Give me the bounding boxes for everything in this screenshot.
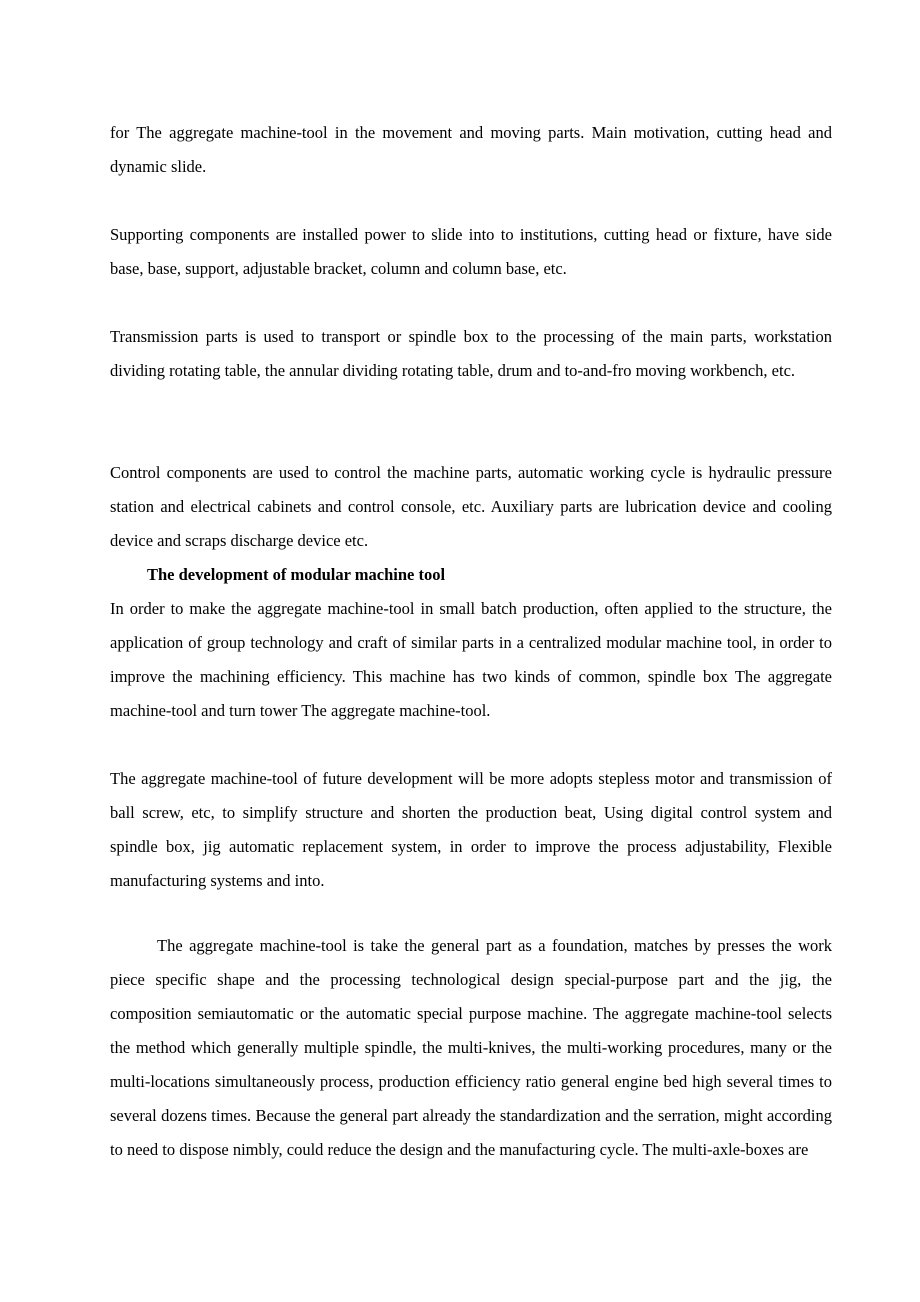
paragraph-small-batch: In order to make the aggregate machine-tool in small batch production, often applied to the structure, the application of group technology and craft of similar parts in a centralized modular machine tool, in order to improve the machining efficiency. This machine has two kinds of common, spindle box The aggregate machine-tool and turn tower The aggregate machine-tool. (110, 599, 832, 720)
paragraph-general-part: The aggregate machine-tool is take the general part as a foundation, matches by presses the work piece specific shape and the processing technological design special-purpose part and the jig, the composition semiautomatic or the automatic special purpose machine. The aggregate machine-tool selects the method which generally multiple spindle, the multi-knives, the multi-working procedures, many or the multi-locations simultaneously process, production efficiency ratio general engine bed high several times to several dozens times. Because the general part already the standardization and the serration, might according to need to dispose nimbly, could reduce the design and the manufacturing cycle. The multi-axle-boxes are (110, 936, 832, 1159)
paragraph-supporting-components: Supporting components are installed power to slide into to institutions, cutting head or fixture, have side base, base, support, adjustable bracket, column and column base, etc. (110, 225, 832, 278)
section-heading: The development of modular machine tool (147, 565, 446, 584)
paragraph-control-components: Control components are used to control the machine parts, automatic working cycle is hydraulic pressure station and electrical cabinets and control console, etc. Auxiliary parts are lubrication device and cooling device and scraps discharge device etc. (110, 463, 832, 550)
paragraph-transmission-parts: Transmission parts is used to transport or spindle box to the processing of the main parts, workstation dividing rotating table, the annular dividing rotating table, drum and to-and-fro moving workbench, etc. (110, 327, 832, 380)
paragraph-future-development: The aggregate machine-tool of future development will be more adopts stepless motor and transmission of ball screw, etc, to simplify structure and shorten the production beat, Using digital control system and spindle box, jig automatic replacement system, in order to improve the process adjustability, Flexible manufacturing systems and into. (110, 769, 832, 890)
paragraph-moving-parts: for The aggregate machine-tool in the movement and moving parts. Main motivation, cutting head and dynamic slide. (110, 123, 832, 176)
